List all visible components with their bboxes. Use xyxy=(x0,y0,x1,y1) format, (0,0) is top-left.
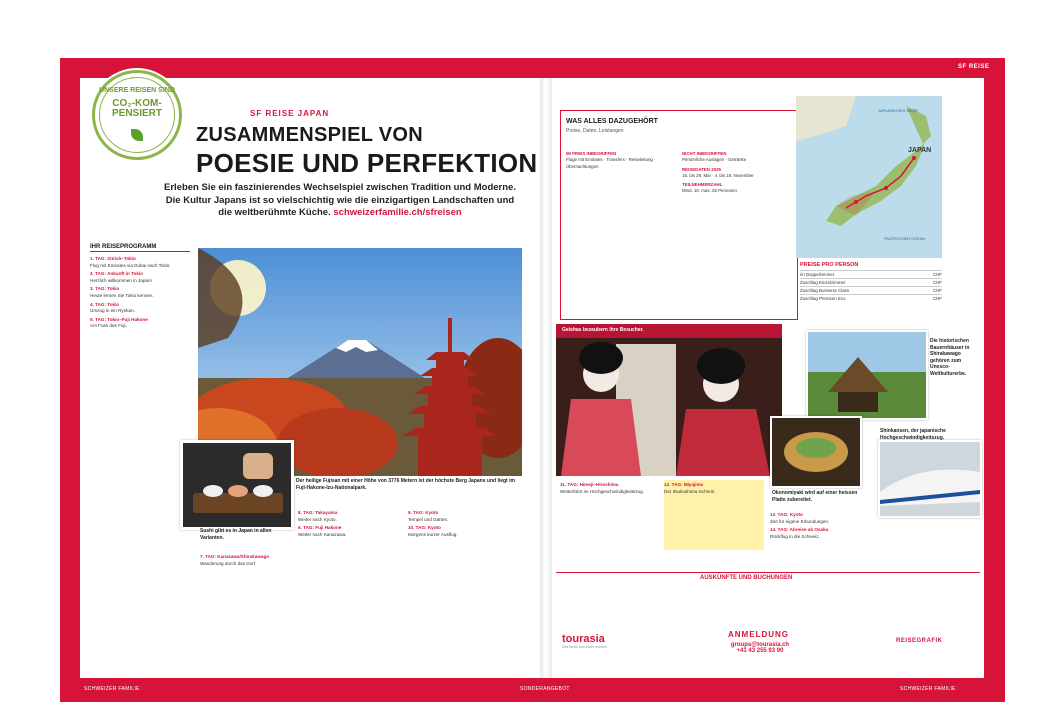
program-day: 2. TAG: Ankunft in Tokio xyxy=(90,271,143,277)
program-day: 3. TAG: Tokio xyxy=(90,286,120,292)
program-text: Zeit für eigene Erkundungen. xyxy=(770,518,830,524)
sushi-photo xyxy=(180,440,294,530)
anmeldung-heading: ANMELDUNG xyxy=(728,630,789,639)
hero-caption: Der heilige Fujisan mit einer Höhe von 3776 Metern ist der höchste Berg Japans und liegt im Fuji-Hakone-Izu-Nationalpark. xyxy=(296,478,515,491)
info-box xyxy=(560,110,798,320)
article-title-line1: ZUSAMMENSPIEL VON xyxy=(196,124,423,146)
program-column-4 xyxy=(408,508,518,658)
program-column-3 xyxy=(298,508,398,658)
right-day-column-3 xyxy=(770,510,870,570)
program-day: 8. TAG: Takayama xyxy=(298,510,338,515)
program-day: 14. TAG: Abreise ab Osaka xyxy=(770,527,829,533)
price-label: Zuschlag Einzelzimmer xyxy=(800,280,846,285)
food-caption: Okonomiyaki wird auf einer heissen Platte zubereitet. xyxy=(772,490,858,503)
village-photo xyxy=(806,330,928,420)
program-text: Weiter nach Kanazawa. xyxy=(298,531,347,537)
info-section-title: REISEDATEN 2025 xyxy=(682,166,721,172)
village-caption: Die historischen Bauernhäuser in Shirakawago gehören zum Unesco-Weltkulturerbe. xyxy=(930,338,970,377)
booking-contact xyxy=(690,642,830,654)
lead-text: Erleben Sie ein faszinierendes Wechselspiel zwischen Tradition und Moderne. Die Kultur Japans ist so vielschichtig wie die einzigartigen Landschaften und die weltberühmte Küche. xyxy=(164,182,516,218)
booking-phone[interactable]: +41 43 255 93 90 xyxy=(736,648,784,654)
program-text: Wanderung durch das Dorf. xyxy=(200,560,257,566)
info-section-text: Mind. 10, max. 25 Personen xyxy=(682,188,737,194)
program-text: Weiter nach Kyoto. xyxy=(298,516,337,522)
food-illustration xyxy=(772,418,860,486)
price-label: Zuschlag Premium Eco xyxy=(800,296,846,301)
stamp-line1: UNSERE REISEN SIND xyxy=(99,87,175,94)
train-photo xyxy=(878,440,982,518)
map-illustration xyxy=(796,96,942,258)
tourasia-logo xyxy=(562,633,607,649)
info-column-right xyxy=(682,148,792,195)
info-section-title: IM PREIS INBEGRIFFEN xyxy=(566,151,617,156)
program-column xyxy=(90,254,188,664)
program-text: Heute lernen Sie Tokio kennen. xyxy=(90,292,154,298)
price-row xyxy=(800,278,942,286)
program-day: 7. TAG: Kanazawa/Shirakawago xyxy=(200,554,270,559)
food-photo xyxy=(770,416,862,488)
program-heading: IHR REISEPROGRAMM xyxy=(90,244,190,252)
price-value: CHF xyxy=(932,272,942,277)
geisha-photo xyxy=(556,324,782,476)
info-section-text: Flüge mit Emirates · Transfers · Reiseleitung · Übernachtungen xyxy=(566,157,656,169)
info-heading: WAS ALLES DAZUGEHÖRT xyxy=(566,118,658,125)
program-text: Flug mit Emirates via Dubai nach Tokio. xyxy=(90,262,171,268)
price-heading: PREISE PRO PERSON xyxy=(800,262,859,268)
price-value: CHF xyxy=(932,280,942,285)
program-text: Am Fuss des Fuji. xyxy=(90,323,127,329)
info-column-left xyxy=(566,148,676,170)
footer-left: SCHWEIZER FAMILIE xyxy=(84,686,140,692)
price-table xyxy=(800,262,942,314)
info-section-text: 15. bis 29. Mai · 4. bis 18. November xyxy=(682,172,754,178)
stamp-line2: CO₂-KOM-PENSIERT xyxy=(111,98,162,119)
booking-heading: AUSKÜNFTE UND BUCHUNGEN xyxy=(700,575,793,581)
program-day: 12. TAG: Miyajima xyxy=(664,482,704,487)
program-day: 5. TAG: Tokio–Fuji Hakone xyxy=(90,316,148,322)
tourasia-logo-sub: Das Beste aus Asien erleben xyxy=(562,645,607,649)
sushi-caption: Sushi gibt es in Japan in allen Varianten. xyxy=(200,528,272,541)
program-day: 6. TAG: Fuji Hakone xyxy=(298,525,342,531)
lead-link[interactable]: schweizerfamilie.ch/sfreisen xyxy=(333,207,462,218)
price-label: im Doppelzimmer xyxy=(800,272,835,277)
page-gutter xyxy=(540,78,552,678)
info-section-text: Persönliche Auslagen · Getränke xyxy=(682,157,747,163)
program-text: Morgens kurzer Ausflug. xyxy=(408,531,458,537)
program-text: Herzlich willkommen in Japan! xyxy=(90,277,152,283)
booking-email[interactable]: groups@tourasia.ch xyxy=(730,642,790,648)
map-label-ocean: PAZIFISCHER OZEAN xyxy=(884,236,926,241)
train-caption: Shinkansen, der japanische Hochgeschwindigkeitszug. xyxy=(880,428,946,441)
price-row xyxy=(800,294,942,302)
article-kicker: SF REISE JAPAN xyxy=(250,109,330,118)
booking-box xyxy=(556,572,980,673)
price-label: Zuschlag Business Class xyxy=(800,288,850,293)
price-value: CHF xyxy=(932,288,942,293)
article-lead xyxy=(160,182,520,220)
price-value: CHF xyxy=(932,296,942,301)
program-day: 10. TAG: Kyoto xyxy=(408,525,441,531)
program-column-2 xyxy=(200,552,290,662)
map-label-japan: JAPAN xyxy=(908,147,932,154)
right-day-column-1 xyxy=(560,480,658,570)
info-section-title: TEILNEHMERZAHL xyxy=(682,182,723,188)
village-illustration xyxy=(808,332,926,418)
corner-label: SF REISE xyxy=(958,64,990,70)
train-illustration xyxy=(880,442,980,516)
program-text: Umzug in ein Ryokan. xyxy=(90,308,135,314)
map-label-sea: JAPANISCHES MEER xyxy=(878,108,919,113)
geisha-illustration xyxy=(556,324,782,476)
article-title-line2: POESIE UND PERFEKTION xyxy=(196,148,538,178)
tourasia-logo-text: tourasia xyxy=(562,633,605,645)
sushi-illustration xyxy=(183,443,291,527)
program-text: Tempel und Gärten. xyxy=(408,516,449,522)
program-text: Weiterfahrt im Hochgeschwindigkeitszug. xyxy=(560,488,644,494)
price-row xyxy=(800,286,942,294)
program-day: 4. TAG: Tokio xyxy=(90,301,120,307)
geisha-caption: Geishas bezaubern ihre Besucher. xyxy=(562,327,644,333)
program-day: 1. TAG: Zürich–Tokio xyxy=(90,256,136,261)
reisegrafik-logo: REISEGRAFIK xyxy=(896,638,943,644)
footer-right: SCHWEIZER FAMILIE xyxy=(900,686,956,692)
co2-stamp xyxy=(92,70,182,160)
program-day: 11. TAG: Himeji–Hiroshima xyxy=(560,482,619,487)
japan-map xyxy=(796,96,942,258)
right-day-column-2 xyxy=(664,480,764,550)
program-text: Der Itsukushima-Schrein. xyxy=(664,488,716,494)
footer-center: SONDERANGEBOT xyxy=(520,686,570,692)
program-day: 13. TAG: Kyoto xyxy=(770,512,803,517)
price-row xyxy=(800,270,942,278)
program-day: 9. TAG: Kyoto xyxy=(408,510,439,515)
info-subheading: Preise, Daten, Leistungen xyxy=(566,128,624,134)
info-section-title: NICHT INBEGRIFFEN xyxy=(682,151,727,156)
program-text: Rückflug in die Schweiz. xyxy=(770,533,820,539)
